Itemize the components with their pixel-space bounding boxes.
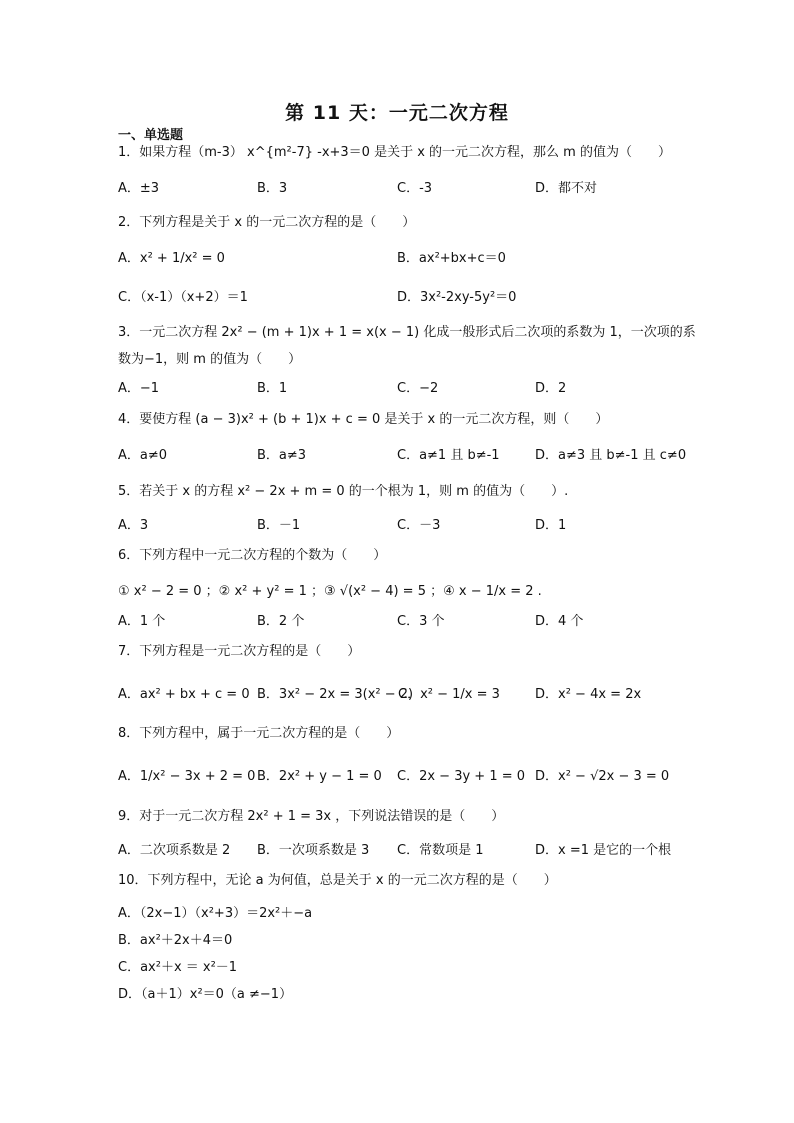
q1-option-d: D．都不对 xyxy=(535,181,598,196)
q6-option-a: A．1 个 xyxy=(118,614,166,629)
q5-option-a: A．3 xyxy=(118,518,149,533)
q7-option-c: C．x² − 1/x = 3 xyxy=(398,687,500,702)
q2-option-d: D．3x²-2xy-5y²＝0 xyxy=(397,290,517,305)
q9-option-a: A．二次项系数是 2 xyxy=(118,843,231,858)
question-3-stem-line1: 3．一元二次方程 2x² − (m + 1)x + 1 = x(x − 1) 化成一般形式后二次项的系数为 1，一次项的系 xyxy=(118,325,696,340)
q4-option-a: A．a≠0 xyxy=(118,448,168,463)
q1-option-a: A．±3 xyxy=(118,181,160,196)
q5-option-d: D．1 xyxy=(535,518,567,533)
question-8-stem: 8．下列方程中，属于一元二次方程的是（ ） xyxy=(118,726,400,741)
q4-option-d: D．a≠3 且 b≠-1 且 c≠0 xyxy=(535,448,687,463)
q10-option-d: D．（a＋1）x²＝0（a ≠−1） xyxy=(118,987,293,1002)
q4-option-b: B．a≠3 xyxy=(257,448,307,463)
q1-option-c: C．-3 xyxy=(397,181,433,196)
question-6-equations: ① x² − 2 = 0 ；② x² + y² = 1 ；③ √(x² − 4) = 5 ；④ x − 1/x = 2 . xyxy=(118,584,542,599)
q9-option-b: B．一次项系数是 3 xyxy=(257,843,370,858)
q3-option-d: D．2 xyxy=(535,381,567,396)
question-6-stem: 6．下列方程中一元二次方程的个数为（ ） xyxy=(118,548,387,563)
q10-option-a: A．（2x−1）（x²+3）＝2x²＋−a xyxy=(118,906,313,921)
question-10-stem: 10．下列方程中，无论 a 为何值，总是关于 x 的一元二次方程的是（ ） xyxy=(118,873,557,888)
q1-option-b: B．3 xyxy=(257,181,288,196)
q4-option-c: C．a≠1 且 b≠-1 xyxy=(397,448,500,463)
q8-option-d: D．x² − √2x − 3 = 0 xyxy=(535,769,670,784)
q5-option-c: C．－3 xyxy=(397,518,441,533)
q7-option-b: B．3x² − 2x = 3(x² − 2) xyxy=(257,687,414,702)
q3-option-b: B．1 xyxy=(257,381,288,396)
q2-option-c: C．（x-1）（x+2）＝1 xyxy=(118,290,248,305)
q7-option-a: A．ax² + bx + c = 0 xyxy=(118,687,250,702)
question-1-stem: 1．如果方程（m-3） x^{m²-7} -x+3＝0 是关于 x 的一元二次方程，那么 m 的值为（ ） xyxy=(118,145,671,160)
q2-option-a: A．x² + 1/x² = 0 xyxy=(118,251,225,266)
q5-option-b: B．－1 xyxy=(257,518,301,533)
q9-option-d: D．x =1 是它的一个根 xyxy=(535,843,672,858)
q2-option-b: B．ax²+bx+c＝0 xyxy=(397,251,506,266)
question-2-stem: 2．下列方程是关于 x 的一元二次方程的是（ ） xyxy=(118,215,416,230)
q6-option-c: C．3 个 xyxy=(397,614,445,629)
page-title: 第 11 天：一元二次方程 xyxy=(285,102,509,124)
question-9-stem: 9．对于一元二次方程 2x² + 1 = 3x ，下列说法错误的是（ ） xyxy=(118,809,505,824)
q7-option-d: D．x² − 4x = 2x xyxy=(535,687,642,702)
question-3-stem-line2: 数为−1，则 m 的值为（ ） xyxy=(118,352,302,367)
q3-option-c: C．−2 xyxy=(397,381,439,396)
q3-option-a: A．−1 xyxy=(118,381,160,396)
q10-option-c: C．ax²＋x ＝ x²－1 xyxy=(118,960,238,975)
question-5-stem: 5．若关于 x 的方程 x² − 2x + m = 0 的一个根为 1，则 m 的值为（ ）. xyxy=(118,484,569,499)
q6-option-d: D．4 个 xyxy=(535,614,584,629)
question-4-stem: 4．要使方程 (a − 3)x² + (b + 1)x + c = 0 是关于 x 的一元二次方程，则（ ） xyxy=(118,412,609,427)
question-7-stem: 7．下列方程是一元二次方程的是（ ） xyxy=(118,644,361,659)
q8-option-c: C．2x − 3y + 1 = 0 xyxy=(397,769,526,784)
q6-option-b: B．2 个 xyxy=(257,614,305,629)
q9-option-c: C．常数项是 1 xyxy=(397,843,484,858)
q8-option-b: B．2x² + y − 1 = 0 xyxy=(257,769,382,784)
q8-option-a: A．1/x² − 3x + 2 = 0 xyxy=(118,769,256,784)
section-heading: 一、单选题 xyxy=(118,128,184,143)
q10-option-b: B．ax²＋2x＋4＝0 xyxy=(118,933,233,948)
